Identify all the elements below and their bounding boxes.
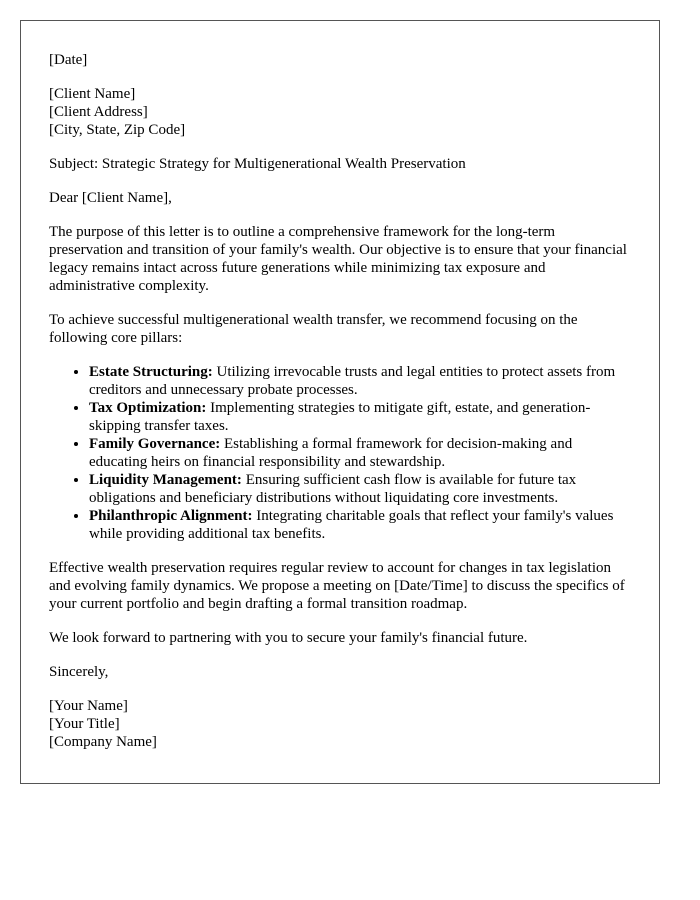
pillar-term: Family Governance:	[89, 436, 221, 452]
pillar-text: Establishing a formal framework for decision-making and educating heirs on financial responsibility and stewardship.	[89, 436, 573, 470]
pillar-term: Philanthropic Alignment:	[89, 508, 253, 524]
pillars-intro-paragraph: To achieve successful multigenerational wealth transfer, we recommend focusing on the following core pillars:	[49, 312, 578, 346]
letter-date	[49, 51, 631, 69]
date-text: [Date]	[49, 52, 88, 68]
list-item	[89, 435, 631, 471]
signer-name: [Your Name]	[49, 698, 128, 714]
pillar-term: Tax Optimization:	[89, 400, 207, 416]
list-item	[89, 471, 631, 507]
pillar-term: Liquidity Management:	[89, 472, 242, 488]
list-item	[89, 363, 631, 399]
pillar-text: Utilizing irrevocable trusts and legal entities to protect assets from creditors and unnecessary probate processes.	[89, 364, 616, 398]
recipient-address: [Client Address]	[49, 104, 148, 120]
signature-block	[49, 697, 631, 751]
intro-paragraph: The purpose of this letter is to outline a comprehensive framework for the long-term preservation and transition of your family's wealth. Our objective is to ensure that your financial legacy remains intact across future generations while minimizing tax exposure and administrative complexity.	[49, 224, 627, 294]
review-paragraph: Effective wealth preservation requires regular review to account for changes in tax legislation and evolving family dynamics. We propose a meeting on [Date/Time] to discuss the specifics of your current portfolio and begin drafting a formal transition roadmap.	[49, 560, 625, 612]
pillar-text: Implementing strategies to mitigate gift, estate, and generation-skipping transfer taxes.	[89, 400, 591, 434]
signer-company: [Company Name]	[49, 734, 157, 750]
signer-title: [Your Title]	[49, 716, 120, 732]
recipient-address-block	[49, 85, 631, 139]
salutation: Dear [Client Name],	[49, 190, 172, 206]
list-item	[89, 507, 631, 543]
signoff: Sincerely,	[49, 664, 109, 680]
recipient-name: [Client Name]	[49, 86, 136, 102]
recipient-city-state-zip: [City, State, Zip Code]	[49, 122, 186, 138]
closing-paragraph: We look forward to partnering with you to secure your family's financial future.	[49, 630, 528, 646]
list-item	[89, 399, 631, 435]
pillar-text: Ensuring sufficient cash flow is available for future tax obligations and beneficiary distributions without liquidating core investments.	[89, 472, 577, 506]
pillar-term: Estate Structuring:	[89, 364, 213, 380]
pillars-list	[49, 363, 631, 543]
pillar-text: Integrating charitable goals that reflect your family's values while providing additional tax benefits.	[89, 508, 614, 542]
letter-page	[20, 20, 660, 784]
subject-line: Subject: Strategic Strategy for Multigenerational Wealth Preservation	[49, 156, 466, 172]
